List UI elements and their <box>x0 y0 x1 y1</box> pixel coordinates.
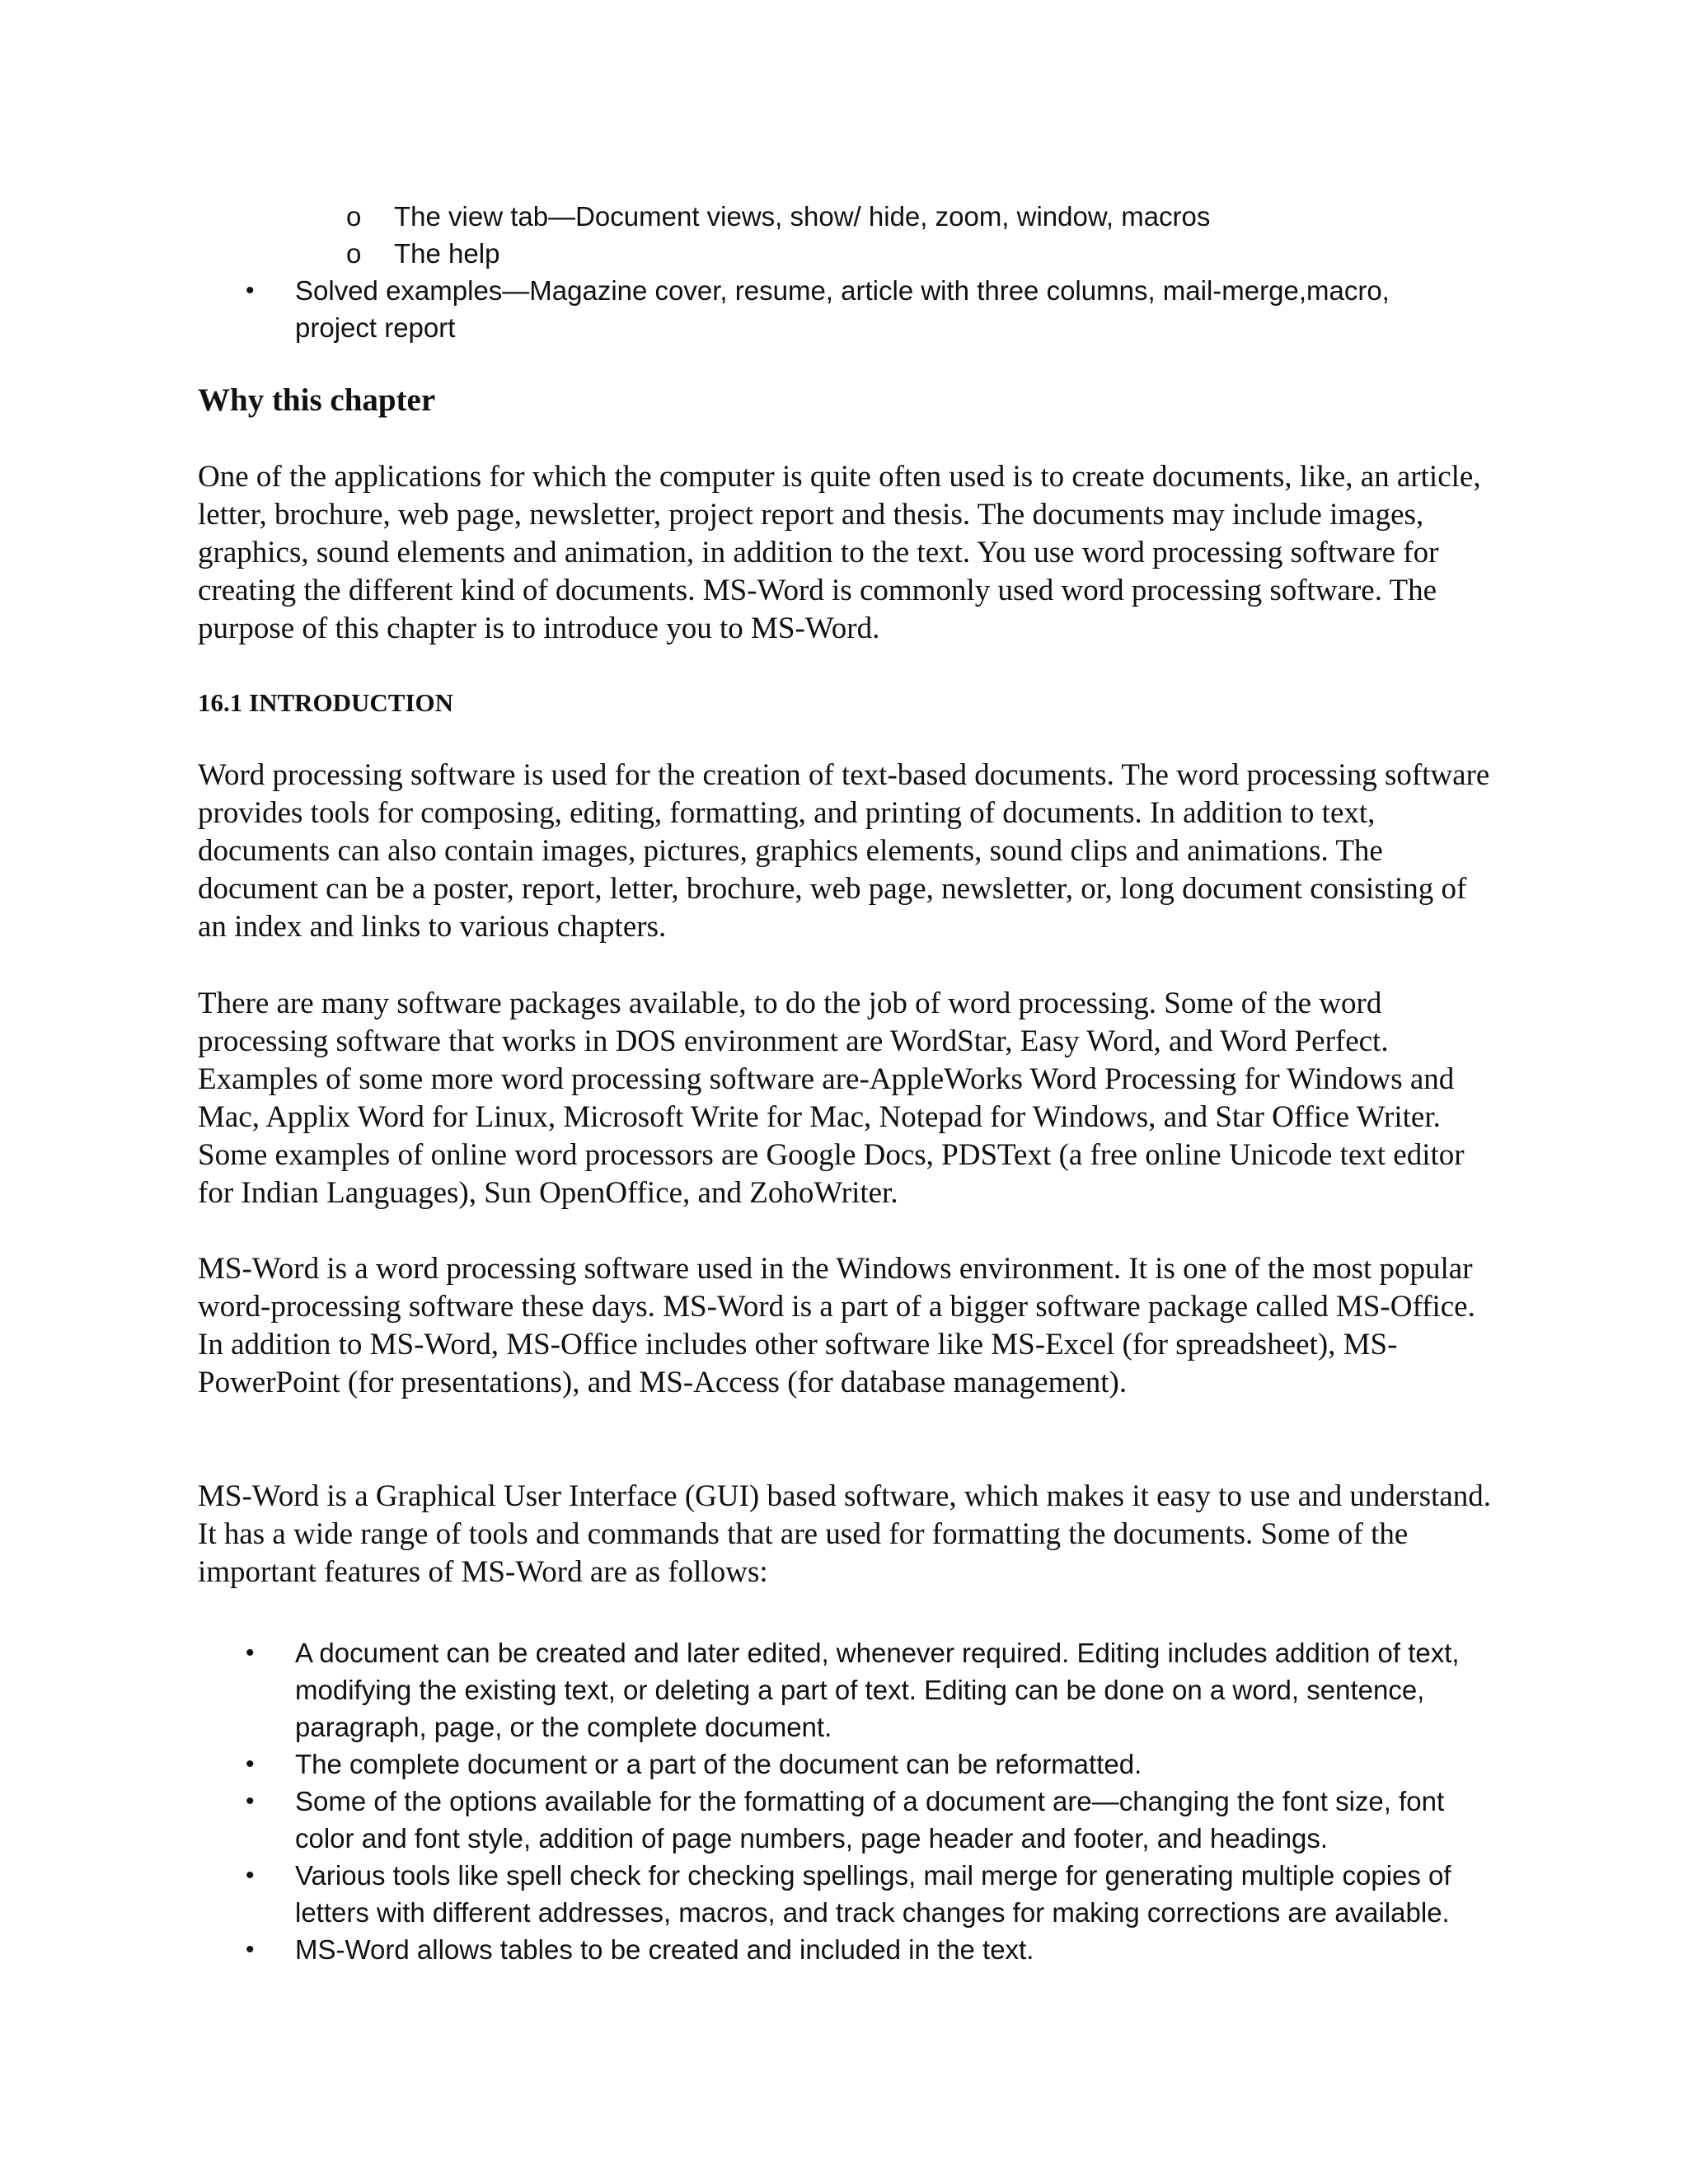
list-item: Some of the options available for the formatting of a document are—changing the font size, font color and font style, addition of page numbers, page header and footer, and headings. <box>295 1786 1445 1854</box>
sub-list-marker: o <box>346 201 362 232</box>
bullet-marker: • <box>246 277 255 304</box>
paragraph-intro-2: There are many software packages available, to do the job of word processing. Some of the word processing software that works in DOS environment are WordStar, Easy Word, and Word Perfect. Examples of some more word processing software are-AppleWorks Word Processing for Windows and Mac, Applix Word for Linux, Microsoft Write for Mac, Notepad for Windows, and Star Office Writer. Some examples of online word processors are Google Docs, PDSText (a free online Unicode text editor for Indian Languages), Sun OpenOffice, and ZohoWriter. <box>198 987 1465 1210</box>
bullet-marker: • <box>246 1750 255 1778</box>
sub-list-item-help: The help <box>394 238 500 269</box>
bullet-marker: • <box>246 1862 255 1889</box>
list-item: MS-Word allows tables to be created and included in the text. <box>295 1934 1034 1965</box>
list-item-solved-examples: Solved examples—Magazine cover, resume, article with three columns, mail-merge,macro, project report <box>295 275 1390 343</box>
bullet-marker: • <box>246 1788 255 1815</box>
bullet-marker: • <box>246 1936 255 1963</box>
paragraph-intro-3: MS-Word is a word processing software used in the Windows environment. It is one of the most popular word-processing software these days. MS-Word is a part of a bigger software package called MS-Office. In addition to MS-Word, MS-Office includes other software like MS-Excel (for spreadsheet), MS-PowerPoint (for presentations), and MS-Access (for database management). <box>198 1252 1475 1399</box>
paragraph-intro-4: MS-Word is a Graphical User Interface (GUI) based software, which makes it easy to use and understand. It has a wide range of tools and commands that are used for formatting the documents. Some of the important features of MS-Word are as follows: <box>198 1479 1491 1589</box>
sub-list-marker: o <box>346 238 362 269</box>
why-this-chapter-heading: Why this chapter <box>198 382 436 418</box>
list-item: A document can be created and later edited, whenever required. Editing includes addition of text, modifying the existing text, or deleting a part of text. Editing can be done on a word, sentence, paragraph, page, or the complete document. <box>295 1638 1460 1742</box>
paragraph-intro-1: Word processing software is used for the creation of text-based documents. The word processing software provides tools for composing, editing, formatting, and printing of documents. In addition to text, documents can also contain images, pictures, graphics elements, sound clips and animations. The document can be a poster, report, letter, brochure, web page, newsletter, or, long document consisting of an index and links to various chapters. <box>198 758 1490 944</box>
list-item: The complete document or a part of the document can be reformatted. <box>295 1749 1142 1779</box>
list-item: Various tools like spell check for checking spellings, mail merge for generating multiple copies of letters with different addresses, macros, and track changes for making corrections are available. <box>295 1860 1451 1928</box>
why-this-chapter-paragraph: One of the applications for which the computer is quite often used is to create documents, like, an article, letter, brochure, web page, newsletter, project report and thesis. The documents may include images, graphics, sound elements and animation, in addition to the text. You use word processing software for creating the different kind of documents. MS-Word is commonly used word processing software. The purpose of this chapter is to introduce you to MS-Word. <box>198 460 1481 645</box>
section-heading-introduction: 16.1 INTRODUCTION <box>198 688 454 717</box>
bullet-marker: • <box>246 1639 255 1666</box>
sub-list-item-view-tab: The view tab—Document views, show/ hide, zoom, window, macros <box>394 201 1211 232</box>
